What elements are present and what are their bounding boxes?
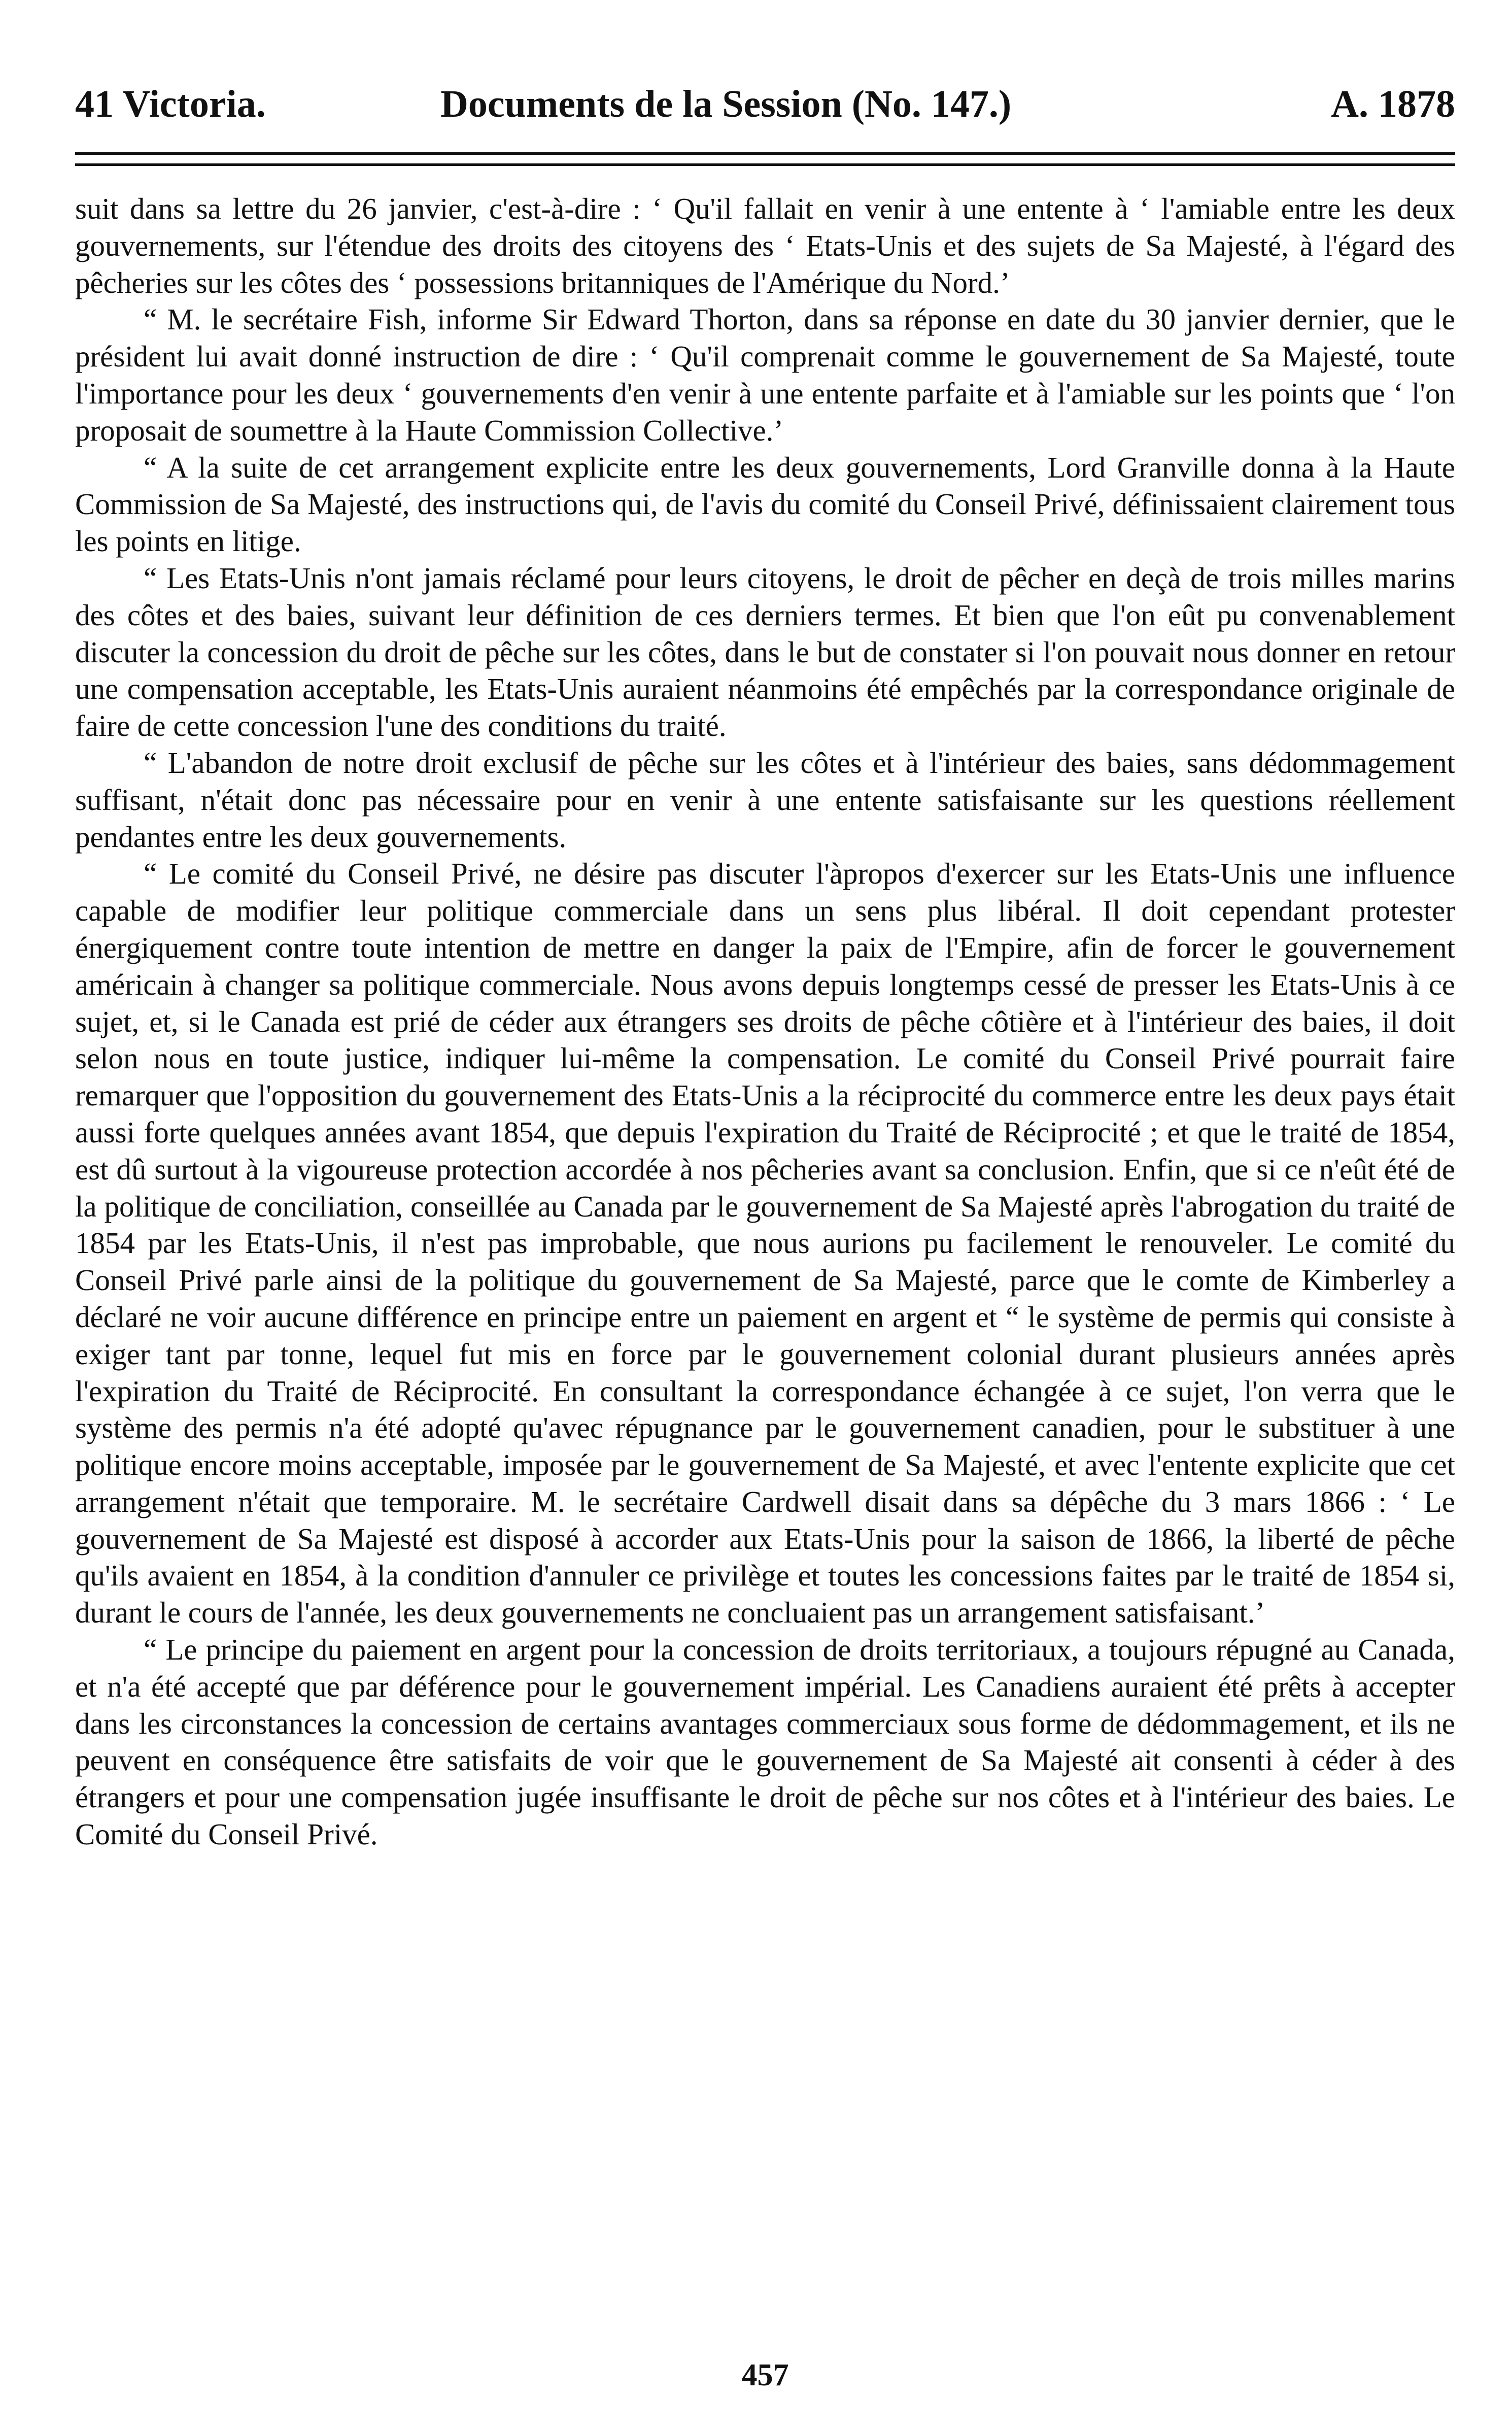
paragraph-continued: suit dans sa lettre du 26 janvier, c'est-à-dire : ‘ Qu'il fallait en venir à une entente à ‘ l'amiable entre les deux gouvernements, sur l'étendue des droits des citoyens des ‘ Etats-Unis et des sujets de Sa Majesté, à l'égard des pêcheries sur les côtes des ‘ possessions britanniques de l'Amérique du Nord.’ [75, 192, 1455, 299]
paragraph: “ Le comité du Conseil Privé, ne désire pas discuter l'àpropos d'exercer sur les Etats-Unis une influence capable de modifier leur politique commerciale dans un sens plus libéral. Il doit cependant protester énergiquement contre toute intention de mettre en danger la paix de l'Empire, afin de forcer le gouvernement américain à changer sa politique commerciale. Nous avons depuis longtemps cessé de presser les Etats-Unis à ce sujet, et, si le Canada est prié de céder aux étrangers ses droits de pêche côtière et à l'intérieur des baies, il doit selon nous en toute justice, indiquer lui-même la compensation. Le comité du Conseil Privé pourrait faire remarquer que l'opposition du gouvernement des Etats-Unis a la réciprocité du commerce entre les deux pays était aussi forte quelques années avant 1854, que depuis l'expiration du Traité de Réciprocité ; et que le traité de 1854, est dû surtout à la vigoureuse protection accordée à nos pêcheries avant sa conclusion. Enfin, que si ce n'eût été de la politique de conciliation, conseillée au Canada par le gouvernement de Sa Majesté après l'abrogation du traité de 1854 par les Etats-Unis, il n'est pas improbable, que nous aurions pu facilement le renouveler. Le comité du Conseil Privé parle ainsi de la politique du gouvernement de Sa Majesté, parce que le comte de Kimberley a déclaré ne voir aucune différence en principe entre un paiement en argent et “ le système de permis qui consiste à exiger tant par tonne, lequel fut mis en force par le gouvernement colonial durant plusieurs années après l'expiration du Traité de Réciprocité. En consultant la correspondance échangée à ce sujet, l'on verra que le système des permis n'a été adopté qu'avec répugnance par le gouvernement canadien, pour le substituer à une politique encore moins acceptable, imposée par le gouvernement de Sa Majesté, et avec l'entente explicite que cet arrangement n'était que temporaire. M. le secrétaire Cardwell disait dans sa dépêche du 3 mars 1866 : ‘ Le gouvernement de Sa Majesté est disposé à accorder aux Etats-Unis pour la saison de 1866, la liberté de pêche qu'ils avaient en 1854, à la condition d'annuler ce privilège et toutes les concessions faites par le traité de 1854 si, durant le cours de l'année, les deux gouvernements ne concluaient pas un arrangement satisfaisant.’ [75, 857, 1455, 1630]
document-page [75, 0, 1455, 2431]
paragraph: “ M. le secrétaire Fish, informe Sir Edward Thorton, dans sa réponse en date du 30 janvier dernier, que le président lui avait donné instruction de dire : ‘ Qu'il comprenait comme le gouvernement de Sa Majesté, toute l'importance pour les deux ‘ gouvernements d'en venir à une entente parfaite et à l'amiable sur les points que ‘ l'on proposait de soumettre à la Haute Commission Collective.’ [75, 302, 1455, 447]
body-text [75, 190, 1455, 2337]
header-document-title: Documents de la Session (No. 147.) [440, 83, 1012, 125]
header-rule-bottom [75, 163, 1455, 166]
paragraph: “ Le principe du paiement en argent pour la concession de droits territoriaux, a toujours répugné au Canada, et n'a été accepté que par déférence pour le gouvernement impérial. Les Canadiens auraient été prêts à accepter dans les circonstances la concession de certains avantages commerciaux sous forme de dédommagement, et ils ne peuvent en conséquence être satisfaits de voir que le gouvernement de Sa Majesté ait consenti à céder à des étrangers et pour une compensation jugée insuffisante le droit de pêche sur nos côtes et à l'intérieur des baies. Le Comité du Conseil Privé. [75, 1633, 1455, 1851]
header-year: A. 1878 [1331, 83, 1455, 125]
paragraph: “ L'abandon de notre droit exclusif de pêche sur les côtes et à l'intérieur des baies, sans dédommagement suffisant, n'était donc pas nécessaire pour en venir à une entente satisfaisante sur les questions réellement pendantes entre les deux gouvernements. [75, 746, 1455, 854]
paragraph: “ Les Etats-Unis n'ont jamais réclamé pour leurs citoyens, le droit de pêcher en deçà de trois milles marins des côtes et des baies, suivant leur définition de ces derniers termes. Et bien que l'on eût pu convenablement discuter la concession du droit de pêche sur les côtes, dans le but de constater si l'on pouvait nous donner en retour une compensation acceptable, les Etats-Unis auraient néanmoins été empêchés par la correspondance originale de faire de cette concession l'une des conditions du traité. [75, 561, 1455, 743]
header-regnal-year: 41 Victoria. [75, 83, 266, 125]
header-rule-top [75, 152, 1455, 155]
paragraph: “ A la suite de cet arrangement explicite entre les deux gouvernements, Lord Granville donna à la Haute Commission de Sa Majesté, des instructions qui, de l'avis du comité du Conseil Privé, définissaient clairement tous les points en litige. [75, 450, 1455, 558]
running-header [75, 76, 1455, 132]
page-number: 457 [741, 2358, 789, 2392]
